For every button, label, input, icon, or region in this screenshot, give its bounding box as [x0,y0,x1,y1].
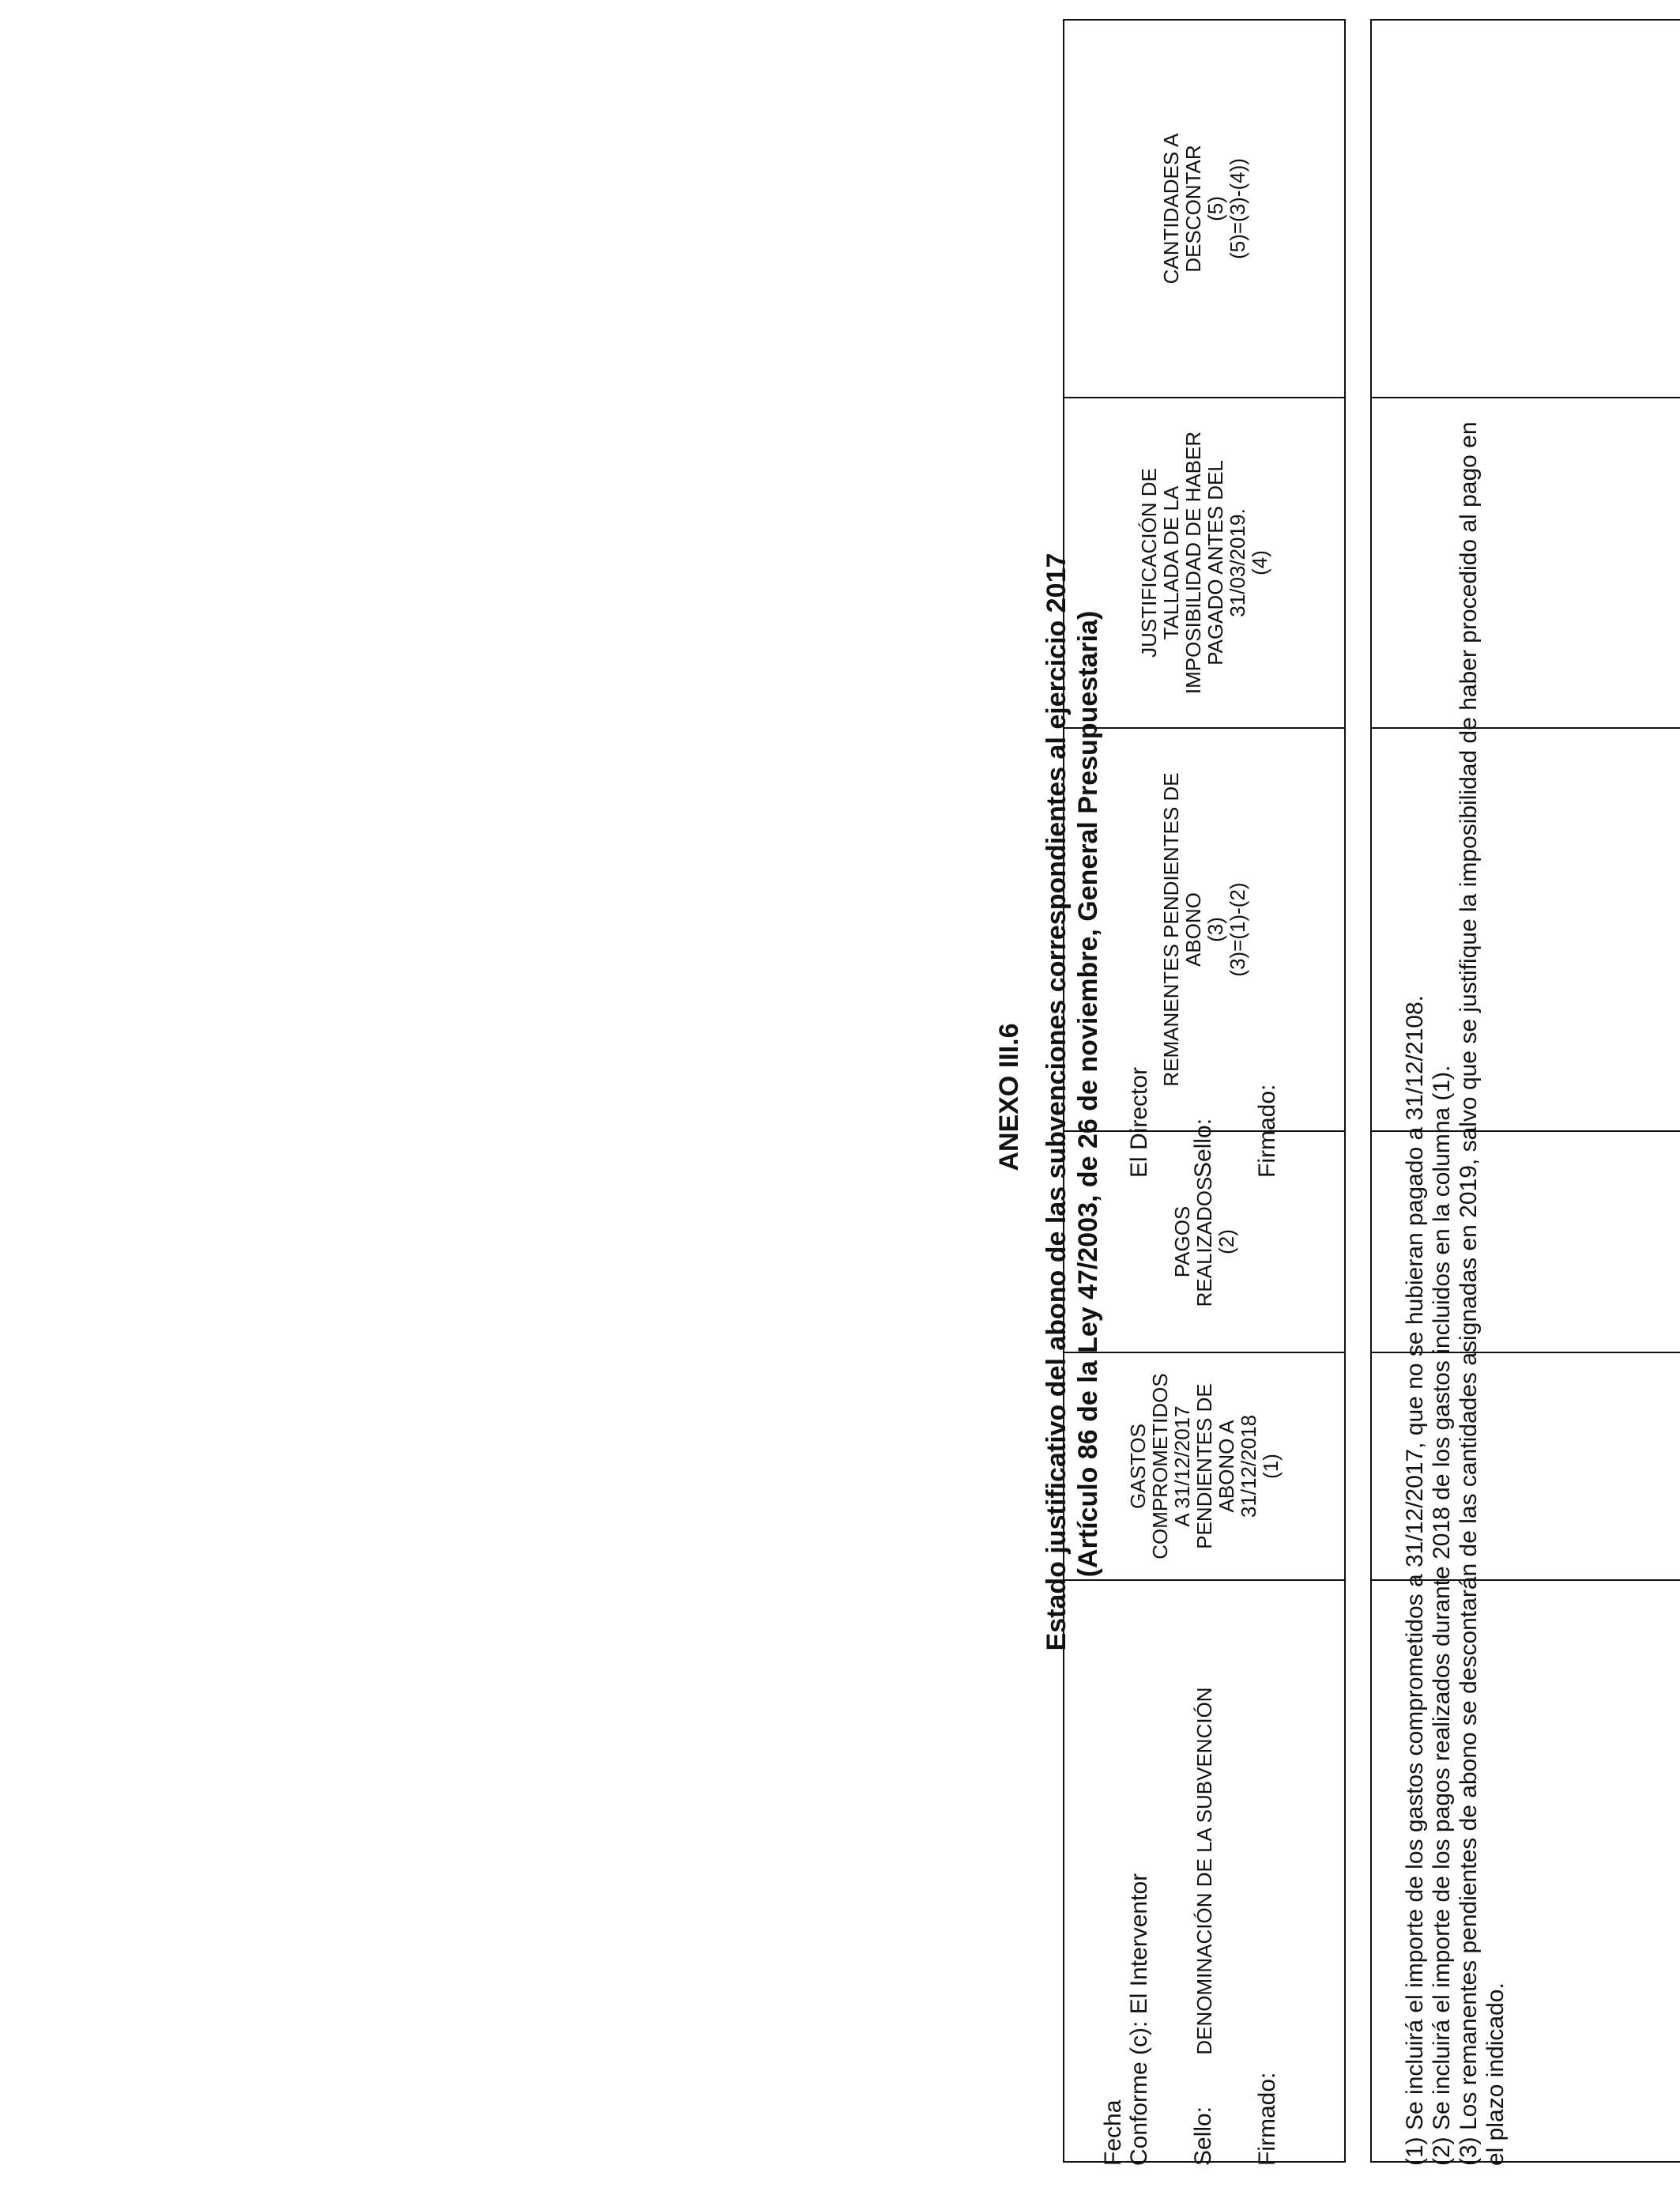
header-gastos-comprometidos [1064,1352,1345,1580]
footnote-3: (3) Los remanentes pendientes de abono se descontarán de las cantidades asignadas en 2019, salvo que se justifique la imposibilidad de haber procedido al pago en [1456,421,1482,2166]
header-line: PENDIENTES DE [1192,1383,1216,1549]
firmado-right-label: Firmado: [1254,1084,1280,1178]
footnote-1: (1) Se incluirá el importe de los gastos comprometidos a 31/12/2017, que no se hubieran pagado a 31/12/2108. [1402,995,1428,2166]
header-line: PAGOS [1170,1205,1194,1278]
sello-left-label: Sello: [1190,2106,1216,2166]
header-line: A 31/12/2017 [1170,1405,1194,1527]
footnote-3-continued: el plazo indicado. [1482,1982,1509,2166]
interventor-label: Conforme (c): El Interventor [1126,1873,1152,2166]
header-line: (5) [1203,196,1227,221]
header-line: (3) [1203,917,1227,942]
cell-cantidades-descontar[interactable] [1371,20,1680,398]
header-line: 31/03/2019. [1226,508,1250,617]
header-line: PAGADO ANTES DEL [1203,460,1227,666]
header-line: (3)=(1)-(2) [1226,882,1250,977]
header-line: REMANENTES PENDIENTES DE [1158,772,1183,1087]
fecha-label: Fecha [1100,2099,1126,2166]
header-line: GASTOS [1125,1424,1150,1509]
header-denominacion [1064,1580,1345,2162]
footnote-2: (2) Se incluirá el importe de los pagos realizados durante 2018 de los gastos incluidos en la columna (1). [1429,1065,1455,2166]
annex-heading: ANEXO III.6 [994,1023,1024,1171]
header-line: JUSTIFICACIÓN DE [1136,468,1161,658]
header-line: CANTIDADES A [1158,133,1183,285]
header-line: IMPOSIBILIDAD DE HABER [1181,431,1205,695]
header-justificacion [1064,398,1345,728]
document-title: Estado justificativo del abono de las subvenciones correspondientes al ejercicio 2017 [1042,553,1072,1651]
header-line: REALIZADOS [1192,1176,1216,1307]
header-line: TALLADA DE LA [1158,485,1183,640]
header-line: 31/12/2018 [1237,1414,1261,1518]
header-line: (4) [1248,550,1272,575]
header-line: (5)=(3)-(4)) [1226,158,1250,259]
firmado-left-label: Firmado: [1254,2072,1280,2166]
director-label: El Director [1126,1066,1152,1178]
header-line: DENOMINACIÓN DE LA SUBVENCIÓN [1192,1687,1216,2055]
header-line: (1) [1259,1454,1283,1479]
document-subtitle: (Artículo 86 de la Ley 47/2003, de 26 de noviembre, General Presupuestaria) [1073,610,1103,1578]
header-line: ABONO A [1215,1420,1239,1513]
header-line: (2) [1215,1229,1239,1254]
cell-justificacion[interactable] [1371,398,1680,728]
header-line: DESCONTAR [1181,145,1205,273]
header-remanentes [1064,728,1345,1131]
header-line: COMPROMETIDOS [1147,1373,1172,1560]
header-line: ABONO [1181,892,1205,967]
header-cantidades-descontar [1064,20,1345,398]
header-table [1063,19,1346,2163]
sello-right-label: Sello: [1190,1118,1216,1178]
